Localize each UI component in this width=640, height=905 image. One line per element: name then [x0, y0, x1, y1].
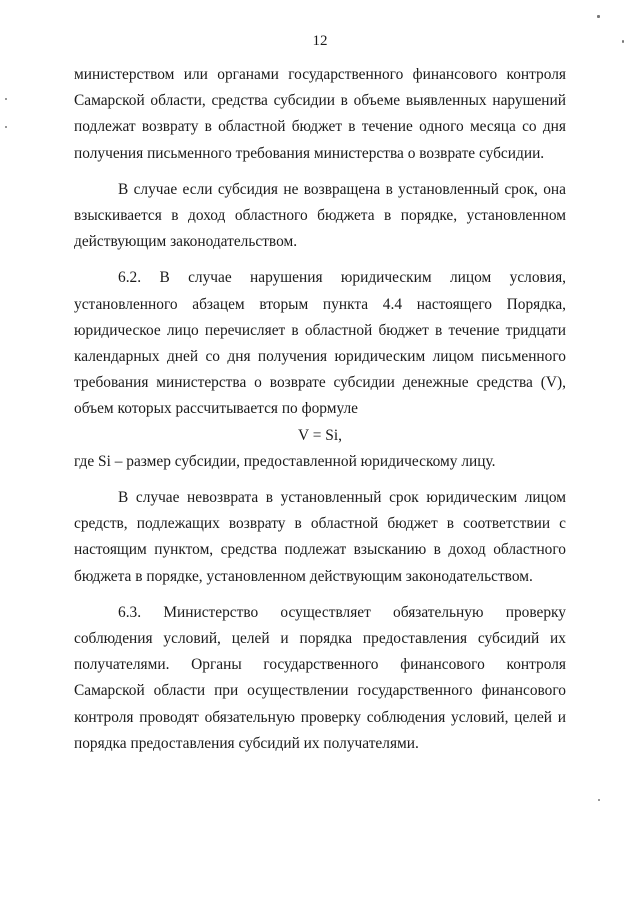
paragraph-non-return: В случае невозврата в установленный срок юридическим лицом средств, подлежащих возврату в областной бюджет в соответствии с настоящим пунктом, средства подлежат взысканию в доход областного бюджета в порядке, установленном действующим законодательством. — [74, 489, 566, 585]
paragraph-6-3: 6.3. Министерство осуществляет обязательную проверку соблюдения условий, целей и порядка предоставления субсидий их получателями. Органы государственного финансового контроля Самарской области при осуществлении государственного финансового контроля проводят обязательную проверку соблюдения условий, целей и порядка предоставления субсидий их получателями. — [74, 603, 566, 752]
scan-speck — [597, 15, 600, 18]
body-text — [74, 62, 566, 757]
paragraph-refund-enforcement: В случае если субсидия не возвращена в установленный срок, она взыскивается в доход областного бюджета в порядке, установленном действующим законодательством. — [74, 180, 566, 251]
formula: V = Si, — [298, 426, 342, 444]
paragraph-6-2: 6.2. В случае нарушения юридическим лицом условия, установленного абзацем вторым пункта 4.4 настоящего Порядка, юридическое лицо перечисляет в областной бюджет в течение тридцати календарных дней со дня получения юридическим лицом письменного требования министерства о возврате субсидии денежные средства (V), объем которых рассчитывается по формуле — [74, 269, 566, 418]
scan-speck — [598, 799, 600, 801]
paragraph-formula-explanation: где Si – размер субсидии, предоставленной юридическому лицу. — [74, 452, 496, 470]
scan-speck — [622, 40, 624, 43]
scan-speck — [5, 126, 7, 128]
page-number: 12 — [312, 33, 328, 49]
scan-speck — [5, 98, 7, 100]
paragraph-continuation: министерством или органами государственного финансового контроля Самарской области, средства субсидии в объеме выявленных нарушений подлежат возврату в областной бюджет в течение одного месяца со дня получения письменного требования министерства о возврате субсидии. — [74, 66, 566, 162]
